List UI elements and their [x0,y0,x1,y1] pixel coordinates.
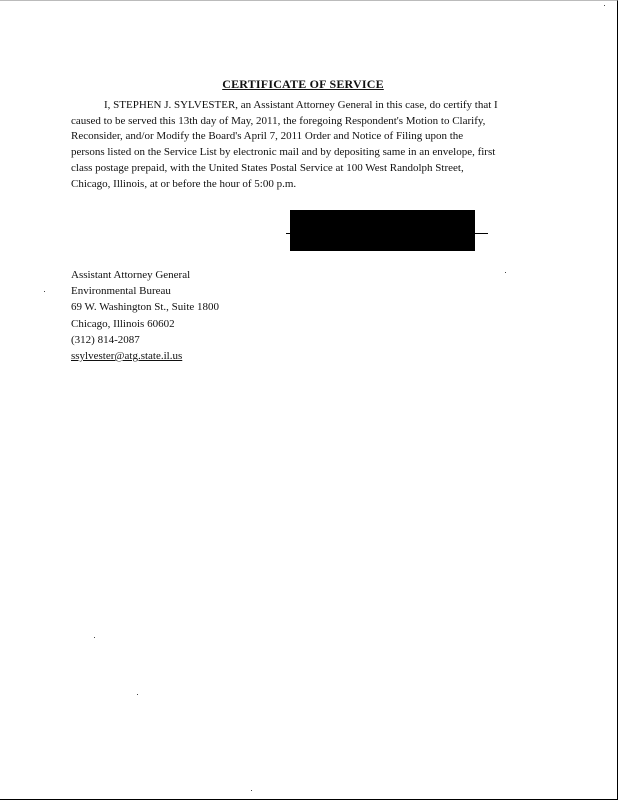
body-line-5: class postage prepaid, with the United States Postal Service at 100 West Randolph Street, [71,161,464,174]
certificate-title: CERTIFICATE OF SERVICE [222,77,384,91]
signer-title: Assistant Attorney General [71,269,191,281]
signer-email-link[interactable]: ssylvester@atg.state.il.us [71,350,183,363]
body-line-1: I, STEPHEN J. SYLVESTER, an Assistant Attorney General in this case, do certify that I [104,99,498,111]
body-line-4: persons listed on the Service List by electronic mail and by depositing same in an envelope, first [71,146,496,159]
redacted-signature [290,210,475,251]
signer-city: Chicago, Illinois 60602 [71,317,175,330]
scan-speck [604,5,605,6]
signature-block [71,267,219,364]
scan-speck [94,637,95,638]
scan-speck [137,694,138,695]
certificate-body [71,98,541,192]
scan-speck [505,272,506,273]
signer-street: 69 W. Washington St., Suite 1800 [71,301,220,314]
scan-speck [251,790,252,791]
body-line-6: Chicago, Illinois, at or before the hour of 5:00 p.m. [71,177,297,190]
body-line-3: Reconsider, and/or Modify the Board's April 7, 2011 Order and Notice of Filing upon the [71,130,464,143]
body-line-2: caused to be served this 13th day of May, 2011, the foregoing Respondent's Motion to Clarify, [71,114,486,127]
signer-bureau: Environmental Bureau [71,285,171,298]
scan-speck [44,291,45,292]
signer-phone: (312) 814-2087 [71,333,140,346]
